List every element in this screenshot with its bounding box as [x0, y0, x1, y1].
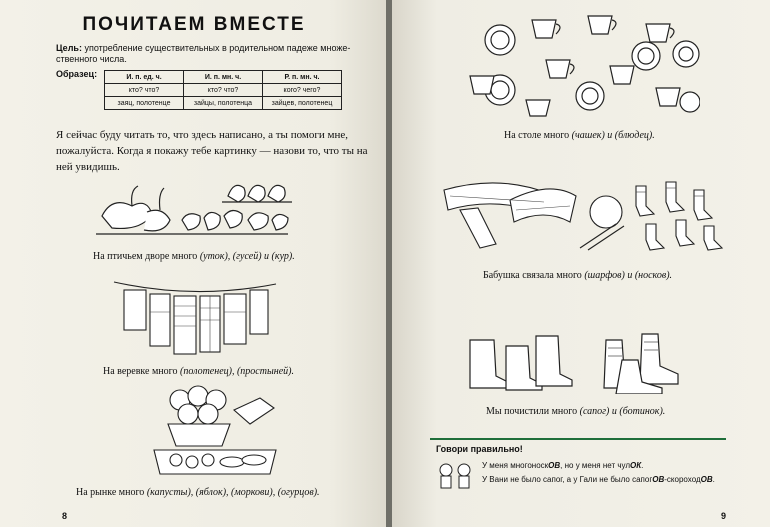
caption-boots: [486, 406, 665, 417]
caption-text: На столе много: [504, 130, 572, 141]
caption-text: На птичьем дворе много: [93, 251, 200, 262]
laundry-line-illustration: [110, 272, 280, 360]
caption-text: Бабушка связала много: [483, 270, 585, 281]
table-row: [105, 84, 342, 97]
caption-text: На веревке много: [103, 366, 181, 377]
table-cell: кто? что?: [105, 84, 184, 97]
caption-poultry: [93, 251, 295, 262]
scarves-socks-illustration: [440, 170, 730, 254]
caption-answers: (полотенец), (простыней).: [180, 366, 294, 377]
caption-text: Мы почистили много: [486, 406, 580, 417]
sample-label: Образец:: [56, 69, 98, 79]
table-cell: заяц, полотенце: [105, 97, 184, 110]
table-header-row: [105, 71, 342, 84]
goal-description: употребление существительных в родительном падеже множе-ственного числа.: [56, 43, 351, 64]
rule-text: У меня многоноск: [482, 461, 549, 470]
caption-knitting: [483, 270, 672, 281]
table-header: И. п. ед. ч.: [105, 71, 184, 84]
table-row: [105, 97, 342, 110]
intro-paragraph: Я сейчас буду читать то, что здесь написано, а ты помоги мне, пожалуйста. Когда я покажу тебе картинку — назови то, что ты на ней увидишь.: [56, 129, 368, 173]
table-cell: кого? чего?: [263, 84, 342, 97]
boots-shoes-illustration: [466, 320, 696, 394]
rule-ending: ОК: [629, 461, 642, 470]
goal-label: Цель:: [56, 43, 82, 53]
goal-text: [56, 43, 366, 65]
caption-answers: (капусты), (яблок), (моркови), (огурцов).: [146, 487, 320, 498]
page-title: ПОЧИТАЕМ ВМЕСТЕ: [82, 14, 306, 35]
rule-text: .: [641, 461, 644, 470]
poultry-yard-illustration: [92, 176, 292, 242]
page-number: 9: [720, 511, 726, 521]
caption-answers: (шарфов) и (носков).: [584, 270, 673, 281]
rule-ending: ОВ: [548, 461, 561, 470]
caption-answers: (уток), (гусей) и (кур).: [199, 251, 295, 262]
caption-market: [76, 487, 320, 498]
page-number: 8: [62, 511, 68, 521]
sample-table: [104, 70, 342, 110]
rule-sentence-2: [482, 475, 715, 484]
rule-text: , но у меня нет чул: [560, 461, 630, 470]
caption-answers: (чашек) и (блюдец).: [571, 130, 655, 141]
table-header: Р. п. мн. ч.: [263, 71, 342, 84]
rule-ending: ОВ: [652, 475, 665, 484]
rule-text: .: [712, 475, 715, 484]
rule-text: -скороход: [664, 475, 701, 484]
section-rule: [430, 438, 726, 440]
rule-sentence-1: [482, 461, 643, 470]
rule-text: У Вани не было сапог, а у Гали не было сапог: [482, 475, 653, 484]
caption-text: На рынке много: [76, 487, 147, 498]
cups-saucers-illustration: [460, 10, 700, 122]
table-cell: кто? что?: [184, 84, 263, 97]
table-header: И. п. мн. ч.: [184, 71, 263, 84]
market-illustration: [150, 380, 280, 478]
rule-ending: ОВ: [700, 475, 713, 484]
children-icon: [436, 462, 476, 492]
caption-answers: (сапог) и (ботинок).: [579, 406, 666, 417]
table-cell: зайцев, полотенец: [263, 97, 342, 110]
section-title: Говори правильно!: [436, 444, 523, 454]
caption-laundry: [103, 366, 294, 377]
caption-cups: [504, 130, 655, 141]
table-cell: зайцы, полотенца: [184, 97, 263, 110]
